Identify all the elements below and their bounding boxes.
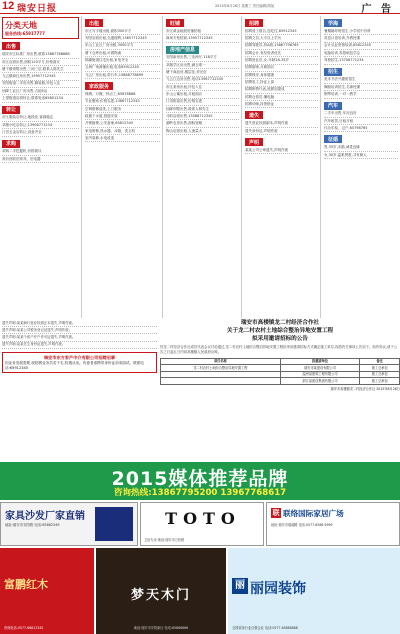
section-title: 广 告 (361, 4, 394, 15)
classified-ad: 市区写字楼出租,面积300平方 (85, 28, 160, 35)
classified-ad: 飞云镇商住房出售,15957712345 (2, 73, 79, 80)
notice-table (160, 358, 400, 385)
classified-ad: 驾校招生,13706771234 (324, 57, 398, 64)
classified-ad: 招聘保安,身体健康 (245, 72, 318, 79)
toto-logo: TOTO (165, 509, 241, 528)
classified-ad: 仙降工业区厂房出售,占地5亩 (2, 88, 79, 95)
classified-section (324, 19, 398, 27)
classified-ad: 安阳街道二手房出售,精装修,拎包入住 (2, 81, 79, 88)
table-cell (161, 378, 281, 385)
classified-column (0, 16, 82, 318)
notice-title-3: 拟采用邀请招标的公告 (252, 335, 308, 342)
classified-ad: 汽车租赁,日租月租 (324, 118, 398, 125)
table-cell: 浙江某建设集团有限公司 (280, 378, 360, 385)
classified-ad: 安阳新房出售,三室两厅,118平方 (166, 55, 239, 62)
classified-ad: 电脑培训,零基础包学会 (324, 50, 398, 57)
classified-ad: 瑞安市区标准厂房出售,联系13867768888 (2, 51, 79, 58)
classified-ad: 湖岭农房出售,面积宽敞 (166, 120, 239, 127)
ad-lianluo (266, 502, 400, 546)
classified-ad: 招聘厨师,月薪面议 (245, 65, 318, 72)
table-cell: 温州某建筑工程有限公司 (280, 371, 360, 378)
classified-ad: 遗失身份证,声明作废 (245, 128, 318, 135)
ad-liyuan-text: 全国装饰行业百强企业 电话:0577-65888888 (232, 625, 298, 630)
classified-brand-box (2, 17, 79, 39)
notice-title-2: 关于龙二村农村土地综合整治异地安置工程 (226, 327, 334, 334)
section-heading: 遗失 (245, 111, 263, 119)
ad-mengtian-title: 梦天木门 (130, 588, 191, 603)
list-item: 遗失声明:某某个体户开户许可证遗失,声明作废。 (2, 334, 157, 341)
classified-ad: 招聘幼师,持资格证 (245, 101, 318, 108)
classified-ad: 招聘仓管员,懂电脑 (245, 94, 318, 101)
list-item: 遗失声明:某某商行营业执照正本遗失,声明作废。 (2, 320, 157, 327)
tender-notice (160, 320, 400, 460)
classified-column (322, 16, 400, 318)
sofa-image (95, 507, 133, 541)
page-header (0, 0, 400, 14)
classified-ad: 疏通下水道,管道安装 (85, 113, 160, 120)
classified-ad: 安阳店面出租,交通便利,13857712345 (85, 35, 160, 42)
classified-ad: 汀田排屋出售,价格实惠 (166, 99, 239, 106)
classified-ad: 招聘驾驶员,持A照,13867798765 (245, 43, 318, 50)
notice-body: 经龙二村经济合作社成员代表会议讨论通过,龙二村农村土地综合整治异地安置工程拟采用邀请招标方式确定施工单位,现将有关事项公告如下。如有异议,请于公告之日起五日内向高楼镇人民政府反映。 (160, 345, 398, 355)
classified-ad: 某某公司公章遗失,声明作废 (245, 147, 318, 154)
table-cell: 施工总承包 (360, 371, 400, 378)
ad-mengtian (96, 548, 226, 634)
classified-ad: 美术书法兴趣班招生 (324, 77, 398, 84)
section-heading: 房地产信息 (166, 46, 199, 54)
lower-left-notices (2, 320, 157, 460)
ad-lianluo-text: 地址:瑞安市瑞湖路 电话:0577-6588 9999 (271, 523, 333, 527)
classified-ad: 女,30岁,温柔贤惠,寻有缘人 (324, 152, 398, 159)
classified-section (2, 140, 79, 148)
notice-signature: 瑞安市高楼镇龙二村经济合作社 2015年8月26日 (330, 386, 400, 391)
classified-ad: 暑期辅导班招生,小学初中各科 (324, 28, 398, 35)
section-heading: 家政服务 (85, 82, 113, 90)
classified-ad: 仙降别墅出售,联系人林先生 (166, 106, 239, 113)
classified-section (85, 19, 160, 27)
classified-ad: 钢琴培训,一对一教学 (324, 91, 398, 98)
section-heading: 汽车 (324, 102, 342, 110)
recruit-text: 因业务发展需要,现招聘业务员若干名,待遇从优。有意者请携带身份证前来面试。联系电话:65912345 (5, 360, 144, 370)
table-cell: 施工总承包 (360, 365, 400, 372)
ad-fupeng-title: 富鹏红木 (4, 578, 48, 591)
table-row (161, 378, 400, 385)
brand-banner (0, 462, 400, 500)
classified-ad: 塘下镇别墅出售,三间三层,联系人陈先生 (2, 66, 79, 73)
classified-ad: 会计从业资格培训,65812345 (324, 43, 398, 50)
classified-ad: 高价回收旧家具、旧电器 (2, 156, 79, 163)
section-heading: 学海 (324, 19, 342, 27)
section-heading: 出租 (85, 19, 103, 27)
table-header: 项目名称 (161, 358, 281, 365)
table-header: 备注 (360, 358, 400, 365)
ad-liyuan (228, 548, 400, 634)
classified-ad: 东山工业区厂房出租,3000平方 (85, 43, 160, 50)
classified-ad: 遗失营业执照副本,声明作废 (245, 120, 318, 127)
ad-fupeng-text: 咨询电话:0577-66812345 (4, 625, 44, 630)
classified-ad: 招聘营业员,女,年龄18-35岁 (245, 57, 318, 64)
classified-ad: 保姆、月嫂、钟点工,65678888 (85, 91, 160, 98)
classified-section (245, 111, 318, 119)
classified-brand-title: 分类天地 (5, 21, 37, 30)
classified-column (243, 16, 321, 318)
ad-furniture-text: 地址:瑞安市安阳路 电话:65862349 (5, 523, 60, 527)
table-cell: 瑞安市某建设有限公司 (280, 365, 360, 372)
classified-ad: 汀田五金店转让,设备齐全 (2, 129, 79, 136)
list-item: 遗失声明:某某先生身份证遗失,声明作废。 (2, 342, 157, 349)
section-heading: 声明 (245, 138, 263, 146)
section-heading: 求购 (2, 140, 20, 148)
classified-ad: 莘塍学区房出售,满五唯一 (166, 62, 239, 69)
classified-ad: 招聘电工,持证上岗 (245, 79, 318, 86)
issue-meta: 2015年8月26日 星期三 责任编辑/胡某 (215, 4, 275, 8)
liyuan-logo-icon: 丽 (232, 578, 248, 594)
classified-ad: 飞云江边房出售,电话13967712345 (166, 77, 239, 84)
ad-toto (140, 502, 264, 546)
section-heading: 旺铺 (166, 19, 184, 27)
classified-ad: 空调维修清洗,上门服务 (85, 106, 160, 113)
classified-section (245, 138, 318, 146)
classified-ad: 商场专柜招商,13957712345 (166, 35, 239, 42)
classified-ad: 舞蹈培训招生,名师授课 (324, 84, 398, 91)
classified-ad: 锦湖街道住宅出租,家电齐全 (85, 57, 160, 64)
table-cell: 龙二村农村土地综合整治异地安置工程 (161, 365, 281, 372)
classified-ad: 市区套房出租,拎包入住 (166, 84, 239, 91)
banner-headline: 2015媒体推荐品牌 (111, 468, 289, 490)
classified-ad: 招聘销售代表,底薪加提成 (245, 87, 318, 94)
classified-ad: 求购二手挖掘机,价格面议 (2, 149, 79, 156)
newspaper-name: 瑞安日报 (17, 4, 58, 14)
classified-section (2, 42, 79, 50)
ad-lianluo-title: 联络国际家居广场 (283, 509, 344, 518)
classified-ad: 招聘普工数名,包吃住,65912345 (245, 28, 318, 35)
classified-ad: 代办年检、过户,65798765 (324, 125, 398, 132)
section-heading: 征婚 (324, 135, 342, 143)
table-header: 拟邀请单位 (280, 358, 360, 365)
recruit-title: 瑞安市东方家产中介有限公司招聘启事 (43, 354, 116, 360)
classified-column (83, 16, 163, 318)
classified-ad: 飞云厂房出租,带行车,15888778899 (85, 72, 160, 79)
section-heading: 招生 (324, 68, 342, 76)
classified-ad: 英语口语培训,外教授课 (324, 35, 398, 42)
classified-ad: 马屿店面出售,13588712345 (166, 113, 239, 120)
section-heading: 转让 (2, 106, 20, 114)
classified-ad: 开锁换锁,公安备案,65812345 (85, 120, 160, 127)
classified-section (85, 82, 160, 90)
classified-section (166, 19, 239, 27)
classified-ad: 莘塍小吃店转让,13906771234 (2, 122, 79, 129)
classified-ad: 市区服装店转让,地段佳,客源稳定 (2, 115, 79, 122)
classified-ad: 东山公寓出租,月租面议 (166, 91, 239, 98)
classified-ad: 家电维修,热水器、冰箱、洗衣机 (85, 128, 160, 135)
classified-section (324, 135, 398, 143)
ad-mengtian-text: 地址:瑞安市安阳新区 电话:65866666 (133, 625, 189, 630)
ad-furniture (0, 502, 138, 546)
classified-column (164, 16, 242, 318)
table-cell: 施工总承包 (360, 378, 400, 385)
ad-liyuan-title: 丽园装饰 (250, 581, 306, 597)
classified-ad: 室内装修,水电改造 (85, 135, 160, 142)
list-item: 遗失声明:某某公司税务登记证遗失,声明作废。 (2, 327, 157, 334)
recruit-box (2, 352, 157, 374)
lianluo-logo-icon: 联 (272, 509, 280, 517)
classified-section (2, 106, 79, 114)
classified-ad: 二手车出售,车况良好 (324, 111, 398, 118)
section-heading: 出售 (2, 42, 20, 50)
classified-ad: 市区店面出售,面积120平方,价格面议 (2, 59, 79, 66)
classified-section (324, 68, 398, 76)
classified-ad: 上望街道店面转让,联系电话65801234 (2, 95, 79, 102)
classified-ad: 塘下仓库出租,可做物流 (85, 50, 160, 57)
ad-fupeng (0, 548, 94, 634)
banner-phones: 咨询热线:13867795200 13967768617 (113, 488, 287, 498)
section-heading: 招聘 (245, 19, 263, 27)
classified-area (0, 16, 400, 318)
classified-ad: 塘下商品房,楼层佳,采光好 (166, 69, 239, 76)
ad-furniture-title: 家具沙发厂家直销 (5, 511, 85, 522)
notice-title-1: 瑞安市高楼镇龙二村经济合作社 (240, 320, 320, 326)
classified-section (324, 102, 398, 110)
page-number: 12 (2, 0, 15, 12)
ad-toto-text: 卫浴专卖 地址:瑞安市万松路 (144, 537, 185, 542)
classified-section (166, 46, 239, 54)
classified-brand-phone: 服务热线:65917777 (5, 31, 45, 36)
classified-ad: 市区黄金地段旺铺招租 (166, 28, 239, 35)
classified-ad: 玉海广场商铺出租,电话65912345 (85, 65, 160, 72)
classified-ad: 招聘会计,有经验者优先 (245, 50, 318, 57)
classified-ad: 招聘文员,大专以上学历 (245, 35, 318, 42)
classified-section (245, 19, 318, 27)
classified-ad: 男,35岁,未婚,诚觅良缘 (324, 144, 398, 151)
classified-ad: 专业搬家,价格实惠,13867712345 (85, 99, 160, 106)
classified-ad: 陶山店面出租,人流量大 (166, 128, 239, 135)
